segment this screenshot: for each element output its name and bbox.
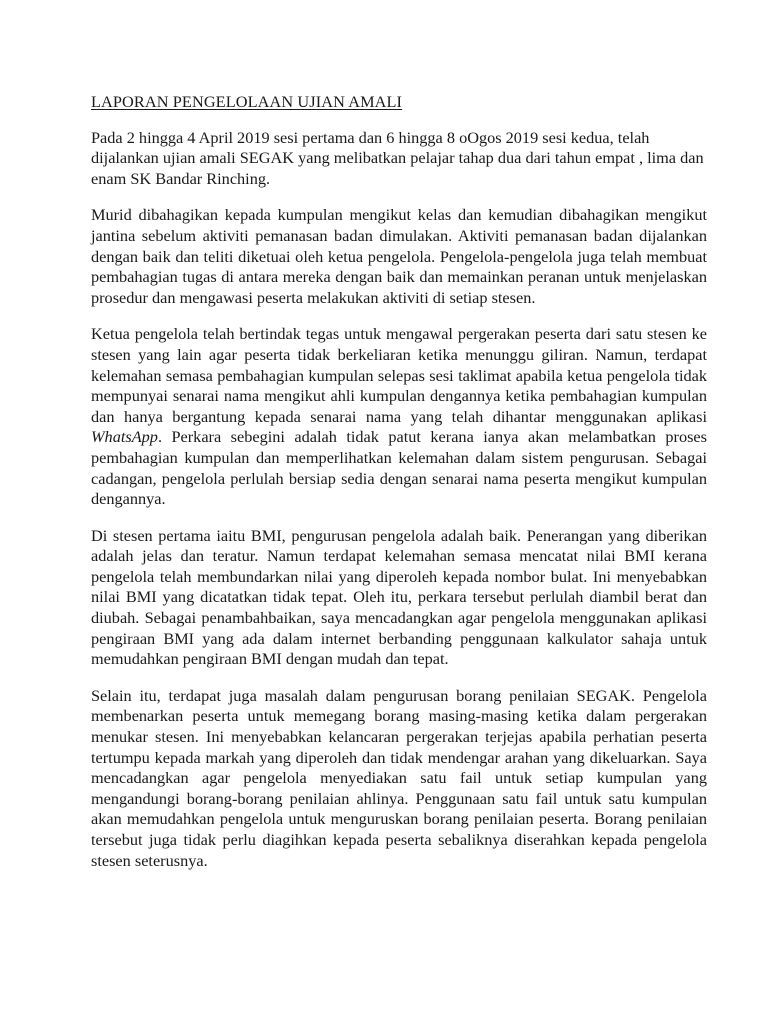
paragraph-text: Di stesen pertama iaitu BMI, pengurusan pengelola adalah baik. Penerangan yang diberikan adalah jelas dan teratur. Namun terdapat kelemahan semasa mencatat nilai BMI kerana pengelola telah membundarkan nilai yang diperoleh kepada nombor bulat. Ini menyebabkan nilai BMI yang dicatatkan tidak tepat. Oleh itu, perkara tersebut perlulah diambil berat dan diubah. Sebagai penambahbaikan, saya mencadangkan agar pengelola menggunakan aplikasi pengiraan BMI yang ada dalam internet berbanding penggunaan kalkulator sahaja untuk memudahkan pengiraan BMI dengan mudah dan tepat. xyxy=(91,525,707,669)
whatsapp-italic-text: WhatsApp xyxy=(91,427,158,447)
paragraph-bmi-station xyxy=(91,526,707,670)
paragraph-assessment-forms xyxy=(91,686,707,871)
paragraph-leader-control xyxy=(91,324,707,509)
document-page xyxy=(91,92,707,887)
paragraph-text: . Perkara sebegini adalah tidak patut kerana ianya akan melambatkan proses pembahagian kumpulan dan memperlihatkan kelemahan dalam sistem pengurusan. Sebagai cadangan, pengelola perlulah bersiap sedia dengan senarai nama peserta mengikut kumpulan dengannya. xyxy=(91,427,707,509)
paragraph-text: Selain itu, terdapat juga masalah dalam pengurusan borang penilaian SEGAK. Pengelola membenarkan peserta untuk memegang borang masing-masing ketika dalam pergerakan menukar stesen. Ini menyebabkan kelancaran pergerakan terjejas apabila perhatian peserta tertumpu kepada markah yang diperoleh dan tidak mendengar arahan yang dikeluarkan. Saya mencadangkan agar pengelola menyediakan satu fail untuk setiap kumpulan yang mengandungi borang-borang penilaian ahlinya. Penggunaan satu fail untuk satu kumpulan akan memudahkan pengelola untuk menguruskan borang penilaian peserta. Borang penilaian tersebut juga tidak perlu diagihkan kepada peserta sebaliknya diserahkan kepada pengelola stesen seterusnya. xyxy=(91,685,707,870)
paragraph-intro xyxy=(91,128,707,190)
paragraph-grouping xyxy=(91,205,707,308)
paragraph-text: Pada 2 hingga 4 April 2019 sesi pertama dan 6 hingga 8 oOgos 2019 sesi kedua, telah dijalankan ujian amali SEGAK yang melibatkan pelajar tahap dua dari tahun empat , lima dan enam SK Bandar Rinching. xyxy=(91,127,704,188)
paragraph-text: Murid dibahagikan kepada kumpulan mengikut kelas dan kemudian dibahagikan mengikut jantina sebelum aktiviti pemanasan badan dimulakan. Aktiviti pemanasan badan dijalankan dengan baik dan teliti diketuai oleh ketua pengelola. Pengelola-pengelola juga telah membuat pembahagian tugas di antara mereka dengan baik dan memainkan peranan untuk menjelaskan prosedur dan mengawasi peserta melakukan aktiviti di setiap stesen. xyxy=(91,205,707,307)
paragraph-text: Ketua pengelola telah bertindak tegas untuk mengawal pergerakan peserta dari satu stesen ke stesen yang lain agar peserta tidak berkeliaran ketika menunggu giliran. Namun, terdapat kelemahan semasa pembahagian kumpulan selepas sesi taklimat apabila ketua pengelola tidak mempunyai senarai nama mengikut ahli kumpulan dengannya ketika pembahagian kumpulan dan hanya bergantung kepada senarai nama yang telah dihantar menggunakan aplikasi xyxy=(91,324,707,426)
document-title: LAPORAN PENGELOLAAN UJIAN AMALI xyxy=(91,92,403,111)
